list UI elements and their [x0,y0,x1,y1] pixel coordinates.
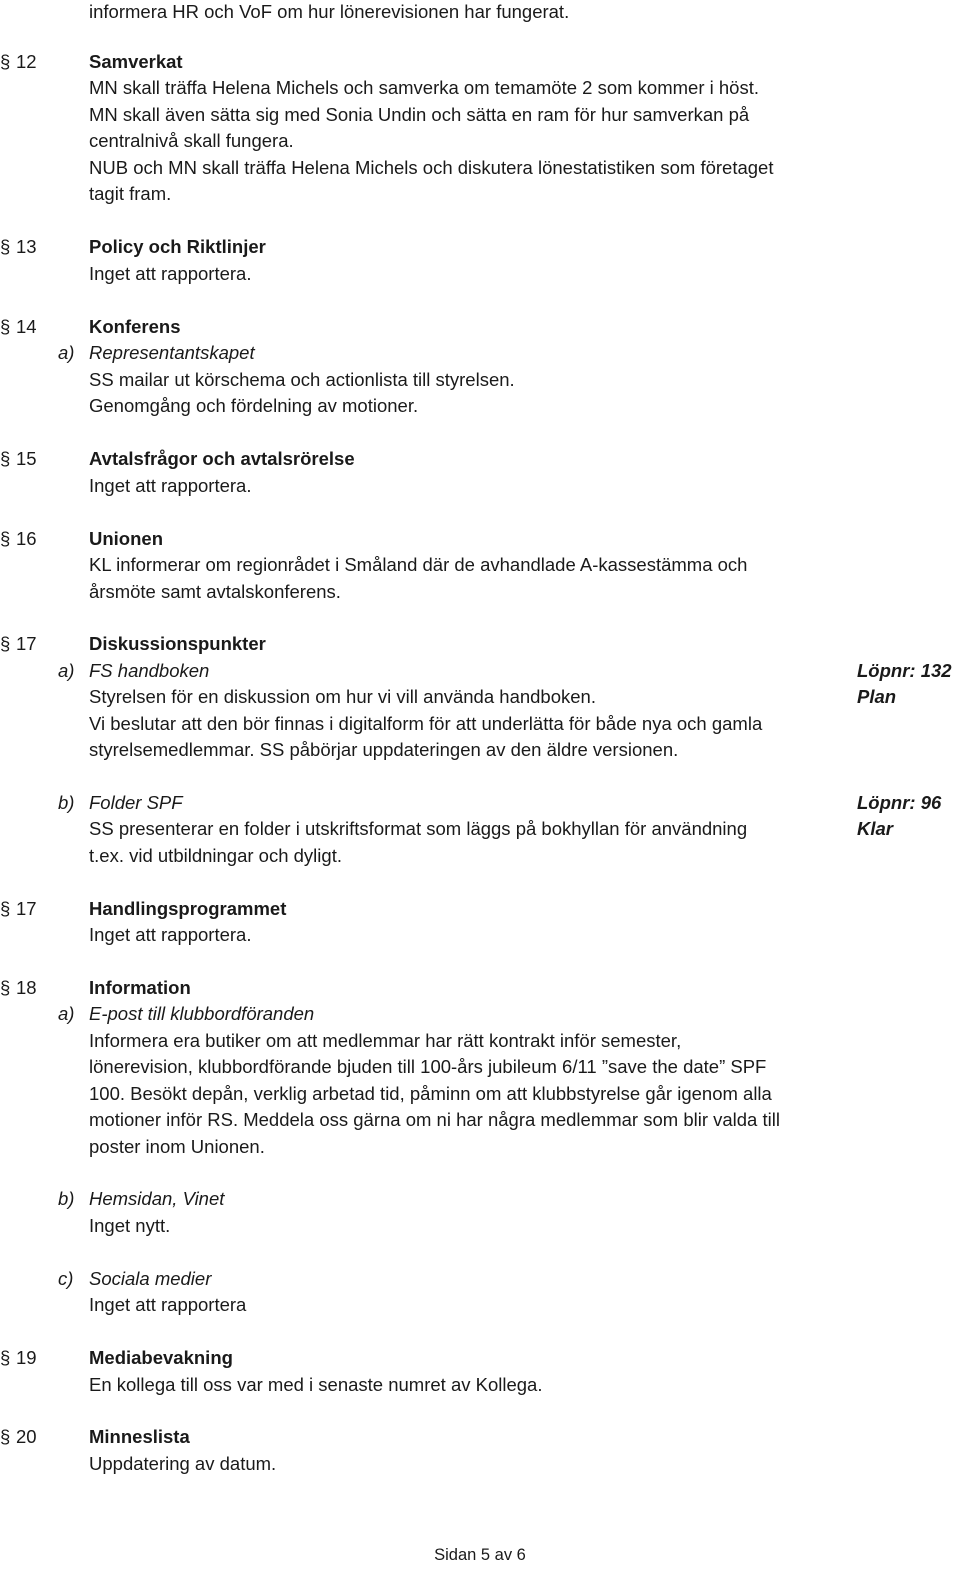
section-symbol: § [0,236,11,257]
paragraph-line: SS mailar ut körschema och actionlista till styrelsen. [89,369,515,390]
section-number-12: § 12 [0,51,37,72]
sub-label: c) [58,1268,74,1289]
section-title-mediabevakning: Mediabevakning [89,1347,233,1368]
paragraph-line: MN skall även sätta sig med Sonia Undin och sätta en ram för hur samverkan på [89,104,750,125]
paragraph-line: Inget att rapportera. [89,475,252,496]
paragraph-line: poster inom Unionen. [89,1136,265,1157]
page-footer: Sidan 5 av 6 [434,1546,526,1564]
sub-label: a) [58,342,75,363]
side-note-status: Plan [857,686,897,707]
section-number-14: § 14 [0,316,37,337]
sub-label: a) [58,660,75,681]
paragraph-line: styrelsemedlemmar. SS påbörjar uppdateringen av den äldre versionen. [89,739,679,760]
paragraph-line: Inget att rapportera [89,1294,247,1315]
sub-title-sociala-medier: Sociala medier [89,1268,212,1289]
paragraph-line: NUB och MN skall träffa Helena Michels och diskutera lönestatistiken som företaget [89,157,774,178]
section-symbol: § [0,528,11,549]
side-note-lopnr: Löpnr: 132 [857,660,952,681]
paragraph-line: Uppdatering av datum. [89,1453,277,1474]
section-title-minneslista: Minneslista [89,1426,190,1447]
section-symbol: § [0,977,11,998]
paragraph-line: En kollega till oss var med i senaste numret av Kollega. [89,1374,543,1395]
side-note-status: Klar [857,818,893,839]
section-title-unionen: Unionen [89,528,163,549]
section-symbol: § [0,1347,11,1368]
continuation-text: informera HR och VoF om hur lönerevisionen har fungerat. [89,1,570,22]
paragraph-line: motioner inför RS. Meddela oss gärna om ni har några medlemmar som blir valda till [89,1109,780,1130]
paragraph-line: KL informerar om regionrådet i Småland där de avhandlade A-kassestämma och [89,554,748,575]
section-number-20: § 20 [0,1426,37,1447]
sub-title-fs-handboken: FS handboken [89,660,210,681]
section-symbol: § [0,898,11,919]
paragraph-line: Genomgång och fördelning av motioner. [89,395,419,416]
sub-label: a) [58,1003,75,1024]
section-title-information: Information [89,977,191,998]
section-number-18: § 18 [0,977,37,998]
side-note-lopnr: Löpnr: 96 [857,792,942,813]
paragraph-line: Styrelsen för en diskussion om hur vi vill använda handboken. [89,686,596,707]
section-title-handlingsprogrammet: Handlingsprogrammet [89,898,287,919]
sub-title-folder-spf: Folder SPF [89,792,183,813]
sub-label: b) [58,792,75,813]
section-symbol: § [0,316,11,337]
section-symbol: § [0,51,11,72]
paragraph-line: SS presenterar en folder i utskriftsformat som läggs på bokhyllan för användning [89,818,748,839]
paragraph-line: tagit fram. [89,183,172,204]
paragraph-line: Inget att rapportera. [89,924,252,945]
section-number-16: § 16 [0,528,37,549]
sub-title-hemsidan: Hemsidan, Vinet [89,1188,225,1209]
section-title-avtalsfragor: Avtalsfrågor och avtalsrörelse [89,448,355,469]
sub-label: b) [58,1188,75,1209]
section-symbol: § [0,1426,11,1447]
paragraph-line: t.ex. vid utbildningar och dyligt. [89,845,342,866]
paragraph-line: årsmöte samt avtalskonferens. [89,581,341,602]
paragraph-line: MN skall träffa Helena Michels och samverka om temamöte 2 som kommer i höst. [89,77,759,98]
paragraph-line: 100. Besökt depån, verklig arbetad tid, påminn om att klubbstyrelse går igenom alla [89,1083,772,1104]
section-number-15: § 15 [0,448,37,469]
section-number-13: § 13 [0,236,37,257]
section-title-policy: Policy och Riktlinjer [89,236,266,257]
section-number-19: § 19 [0,1347,37,1368]
section-symbol: § [0,633,11,654]
section-title-konferens: Konferens [89,316,181,337]
sub-title-representantskapet: Representantskapet [89,342,255,363]
paragraph-line: centralnivå skall fungera. [89,130,294,151]
section-number-17b: § 17 [0,898,37,919]
sub-title-epost: E-post till klubbordföranden [89,1003,315,1024]
paragraph-line: Inget att rapportera. [89,263,252,284]
paragraph-line: Inget nytt. [89,1215,171,1236]
paragraph-line: Vi beslutar att den bör finnas i digitalform för att underlätta för både nya och gamla [89,713,763,734]
paragraph-line: Informera era butiker om att medlemmar har rätt kontrakt inför semester, [89,1030,682,1051]
section-symbol: § [0,448,11,469]
section-title-samverkat: Samverkat [89,51,183,72]
section-title-diskussionspunkter: Diskussionspunkter [89,633,266,654]
section-number-17: § 17 [0,633,37,654]
paragraph-line: lönerevision, klubbordförande bjuden till 100-års jubileum 6/11 ”save the date” SPF [89,1056,767,1077]
